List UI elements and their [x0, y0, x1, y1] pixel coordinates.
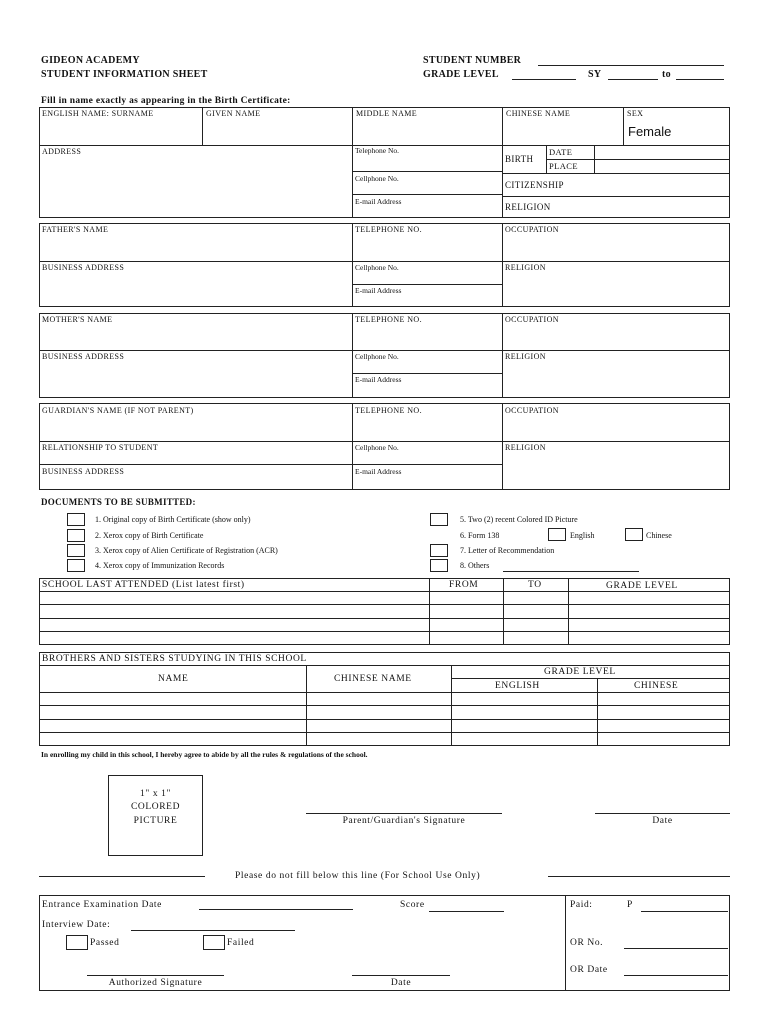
form138-chinese-checkbox[interactable] [625, 528, 643, 541]
grade-level-field[interactable] [512, 79, 576, 80]
parent-signature-line[interactable] [306, 813, 502, 814]
siblings-name-header: NAME [158, 674, 189, 684]
doc-8-checkbox[interactable] [430, 559, 448, 572]
father-business-label: BUSINESS ADDRESS [42, 263, 125, 272]
father-name-label: FATHER'S NAME [42, 225, 109, 234]
siblings-title: BROTHERS AND SISTERS STUDYING IN THIS SCHOOL [42, 654, 307, 664]
mother-cellphone-label: Cellphone No. [355, 352, 399, 361]
authorized-signature-line[interactable] [87, 975, 224, 976]
doc-2-checkbox[interactable] [67, 529, 85, 542]
doc-5-label: 5. Two (2) recent Colored ID Picture [460, 515, 578, 524]
doc-5-checkbox[interactable] [430, 513, 448, 526]
doc-7-checkbox[interactable] [430, 544, 448, 557]
school-from-header: FROM [449, 580, 479, 590]
authorized-signature-label: Authorized Signature [108, 978, 203, 988]
father-telephone-label: TELEPHONE NO. [355, 225, 422, 234]
interview-date-field[interactable] [131, 930, 295, 931]
address-label: ADDRESS [42, 147, 82, 156]
or-date-field[interactable] [624, 975, 728, 976]
parent-signature-label: Parent/Guardian's Signature [342, 816, 466, 826]
telephone-label: Telephone No. [355, 146, 400, 155]
form138-english-label: English [570, 531, 595, 540]
doc-3-label: 3. Xerox copy of Alien Certificate of Registration (ACR) [95, 546, 278, 555]
birth-label: BIRTH [505, 154, 534, 164]
school-name: GIDEON ACADEMY [41, 55, 140, 66]
guardian-name-label: GUARDIAN'S NAME (IF NOT PARENT) [42, 406, 194, 415]
mother-business-label: BUSINESS ADDRESS [42, 352, 125, 361]
doc-8-label: 8. Others [460, 561, 490, 570]
others-field[interactable] [503, 571, 639, 572]
religion-label: RELIGION [505, 202, 551, 212]
signature-date-line[interactable] [595, 813, 730, 814]
name-instruction: Fill in name exactly as appearing in the Birth Certificate: [41, 96, 291, 106]
score-label: Score [400, 900, 425, 910]
or-no-label: OR No. [570, 938, 604, 948]
signature-date-label: Date [652, 816, 673, 826]
entrance-exam-field[interactable] [199, 909, 353, 910]
siblings-grade-header: GRADE LEVEL [544, 667, 616, 677]
score-field[interactable] [429, 911, 504, 912]
school-last-title: SCHOOL LAST ATTENDED (List latest first) [42, 580, 245, 590]
grade-level-label: GRADE LEVEL [423, 69, 499, 80]
guardian-email-label: E-mail Address [355, 467, 402, 476]
agreement-text: In enrolling my child in this school, I hereby agree to abide by all the rules & regulations of the school. [41, 750, 368, 759]
paid-field[interactable] [641, 911, 728, 912]
office-date-label: Date [390, 978, 412, 988]
doc-2-label: 2. Xerox copy of Birth Certificate [95, 531, 204, 540]
mother-religion-label: RELIGION [505, 352, 546, 361]
student-number-label: STUDENT NUMBER [423, 55, 522, 66]
siblings-chinese-header: CHINESE [634, 681, 679, 691]
office-divider-text: Please do not fill below this line (For School Use Only) [235, 871, 481, 881]
documents-title: DOCUMENTS TO BE SUBMITTED: [41, 497, 196, 507]
guardian-cellphone-label: Cellphone No. [355, 443, 399, 452]
guardian-occupation-label: OCCUPATION [505, 406, 559, 415]
peso-label: P [627, 900, 633, 910]
entrance-exam-label: Entrance Examination Date [42, 900, 162, 910]
failed-label: Failed [227, 938, 255, 948]
sex-value[interactable]: Female [628, 124, 672, 139]
passed-label: Passed [90, 938, 120, 948]
or-no-field[interactable] [624, 948, 728, 949]
sheet-title: STUDENT INFORMATION SHEET [41, 69, 208, 80]
father-occupation-label: OCCUPATION [505, 225, 559, 234]
sex-label: SEX [627, 109, 644, 118]
father-cellphone-label: Cellphone No. [355, 263, 399, 272]
interview-date-label: Interview Date: [42, 920, 111, 930]
picture-colored: COLORED [130, 802, 181, 812]
doc-6-label: 6. Form 138 [460, 531, 500, 540]
passed-checkbox[interactable] [66, 935, 88, 950]
paid-label: Paid: [570, 900, 593, 910]
doc-4-checkbox[interactable] [67, 559, 85, 572]
siblings-english-header: ENGLISH [495, 681, 540, 691]
sy-label: SY [588, 69, 602, 80]
father-email-label: E-mail Address [355, 286, 402, 295]
form138-chinese-label: Chinese [646, 531, 672, 540]
chinese-name-label: CHINESE NAME [506, 109, 571, 118]
form138-english-checkbox[interactable] [548, 528, 566, 541]
siblings-chinese-name-header: CHINESE NAME [334, 674, 412, 684]
or-date-label: OR Date [570, 965, 608, 975]
mother-occupation-label: OCCUPATION [505, 315, 559, 324]
student-number-field[interactable] [538, 65, 724, 66]
school-grade-header: GRADE LEVEL [606, 581, 678, 591]
guardian-relationship-label: RELATIONSHIP TO STUDENT [42, 443, 159, 452]
middle-name-label: MIDDLE NAME [356, 109, 418, 118]
to-label: to [662, 69, 671, 80]
birth-place-label: PLACE [549, 161, 578, 171]
sy-from-field[interactable] [608, 79, 658, 80]
picture-label: PICTURE [133, 816, 178, 826]
birth-date-label: DATE [549, 147, 573, 157]
picture-size: 1" x 1" [140, 789, 171, 799]
citizenship-label: CITIZENSHIP [505, 180, 564, 190]
guardian-business-label: BUSINESS ADDRESS [42, 467, 125, 476]
given-name-label: GIVEN NAME [206, 109, 261, 118]
cellphone-label: Cellphone No. [355, 174, 399, 183]
sy-to-field[interactable] [676, 79, 724, 80]
guardian-religion-label: RELIGION [505, 443, 546, 452]
doc-3-checkbox[interactable] [67, 544, 85, 557]
email-label: E-mail Address [355, 197, 402, 206]
school-to-header: TO [528, 580, 542, 590]
office-date-line[interactable] [352, 975, 450, 976]
mother-name-label: MOTHER'S NAME [42, 315, 113, 324]
mother-telephone-label: TELEPHONE NO. [355, 315, 422, 324]
english-surname-label: ENGLISH NAME: SURNAME [42, 109, 154, 118]
guardian-telephone-label: TELEPHONE NO. [355, 406, 422, 415]
father-religion-label: RELIGION [505, 263, 546, 272]
doc-4-label: 4. Xerox copy of Immunization Records [95, 561, 225, 570]
mother-email-label: E-mail Address [355, 375, 402, 384]
failed-checkbox[interactable] [203, 935, 225, 950]
doc-1-checkbox[interactable] [67, 513, 85, 526]
doc-1-label: 1. Original copy of Birth Certificate (show only) [95, 515, 251, 524]
doc-7-label: 7. Letter of Recommendation [460, 546, 555, 555]
